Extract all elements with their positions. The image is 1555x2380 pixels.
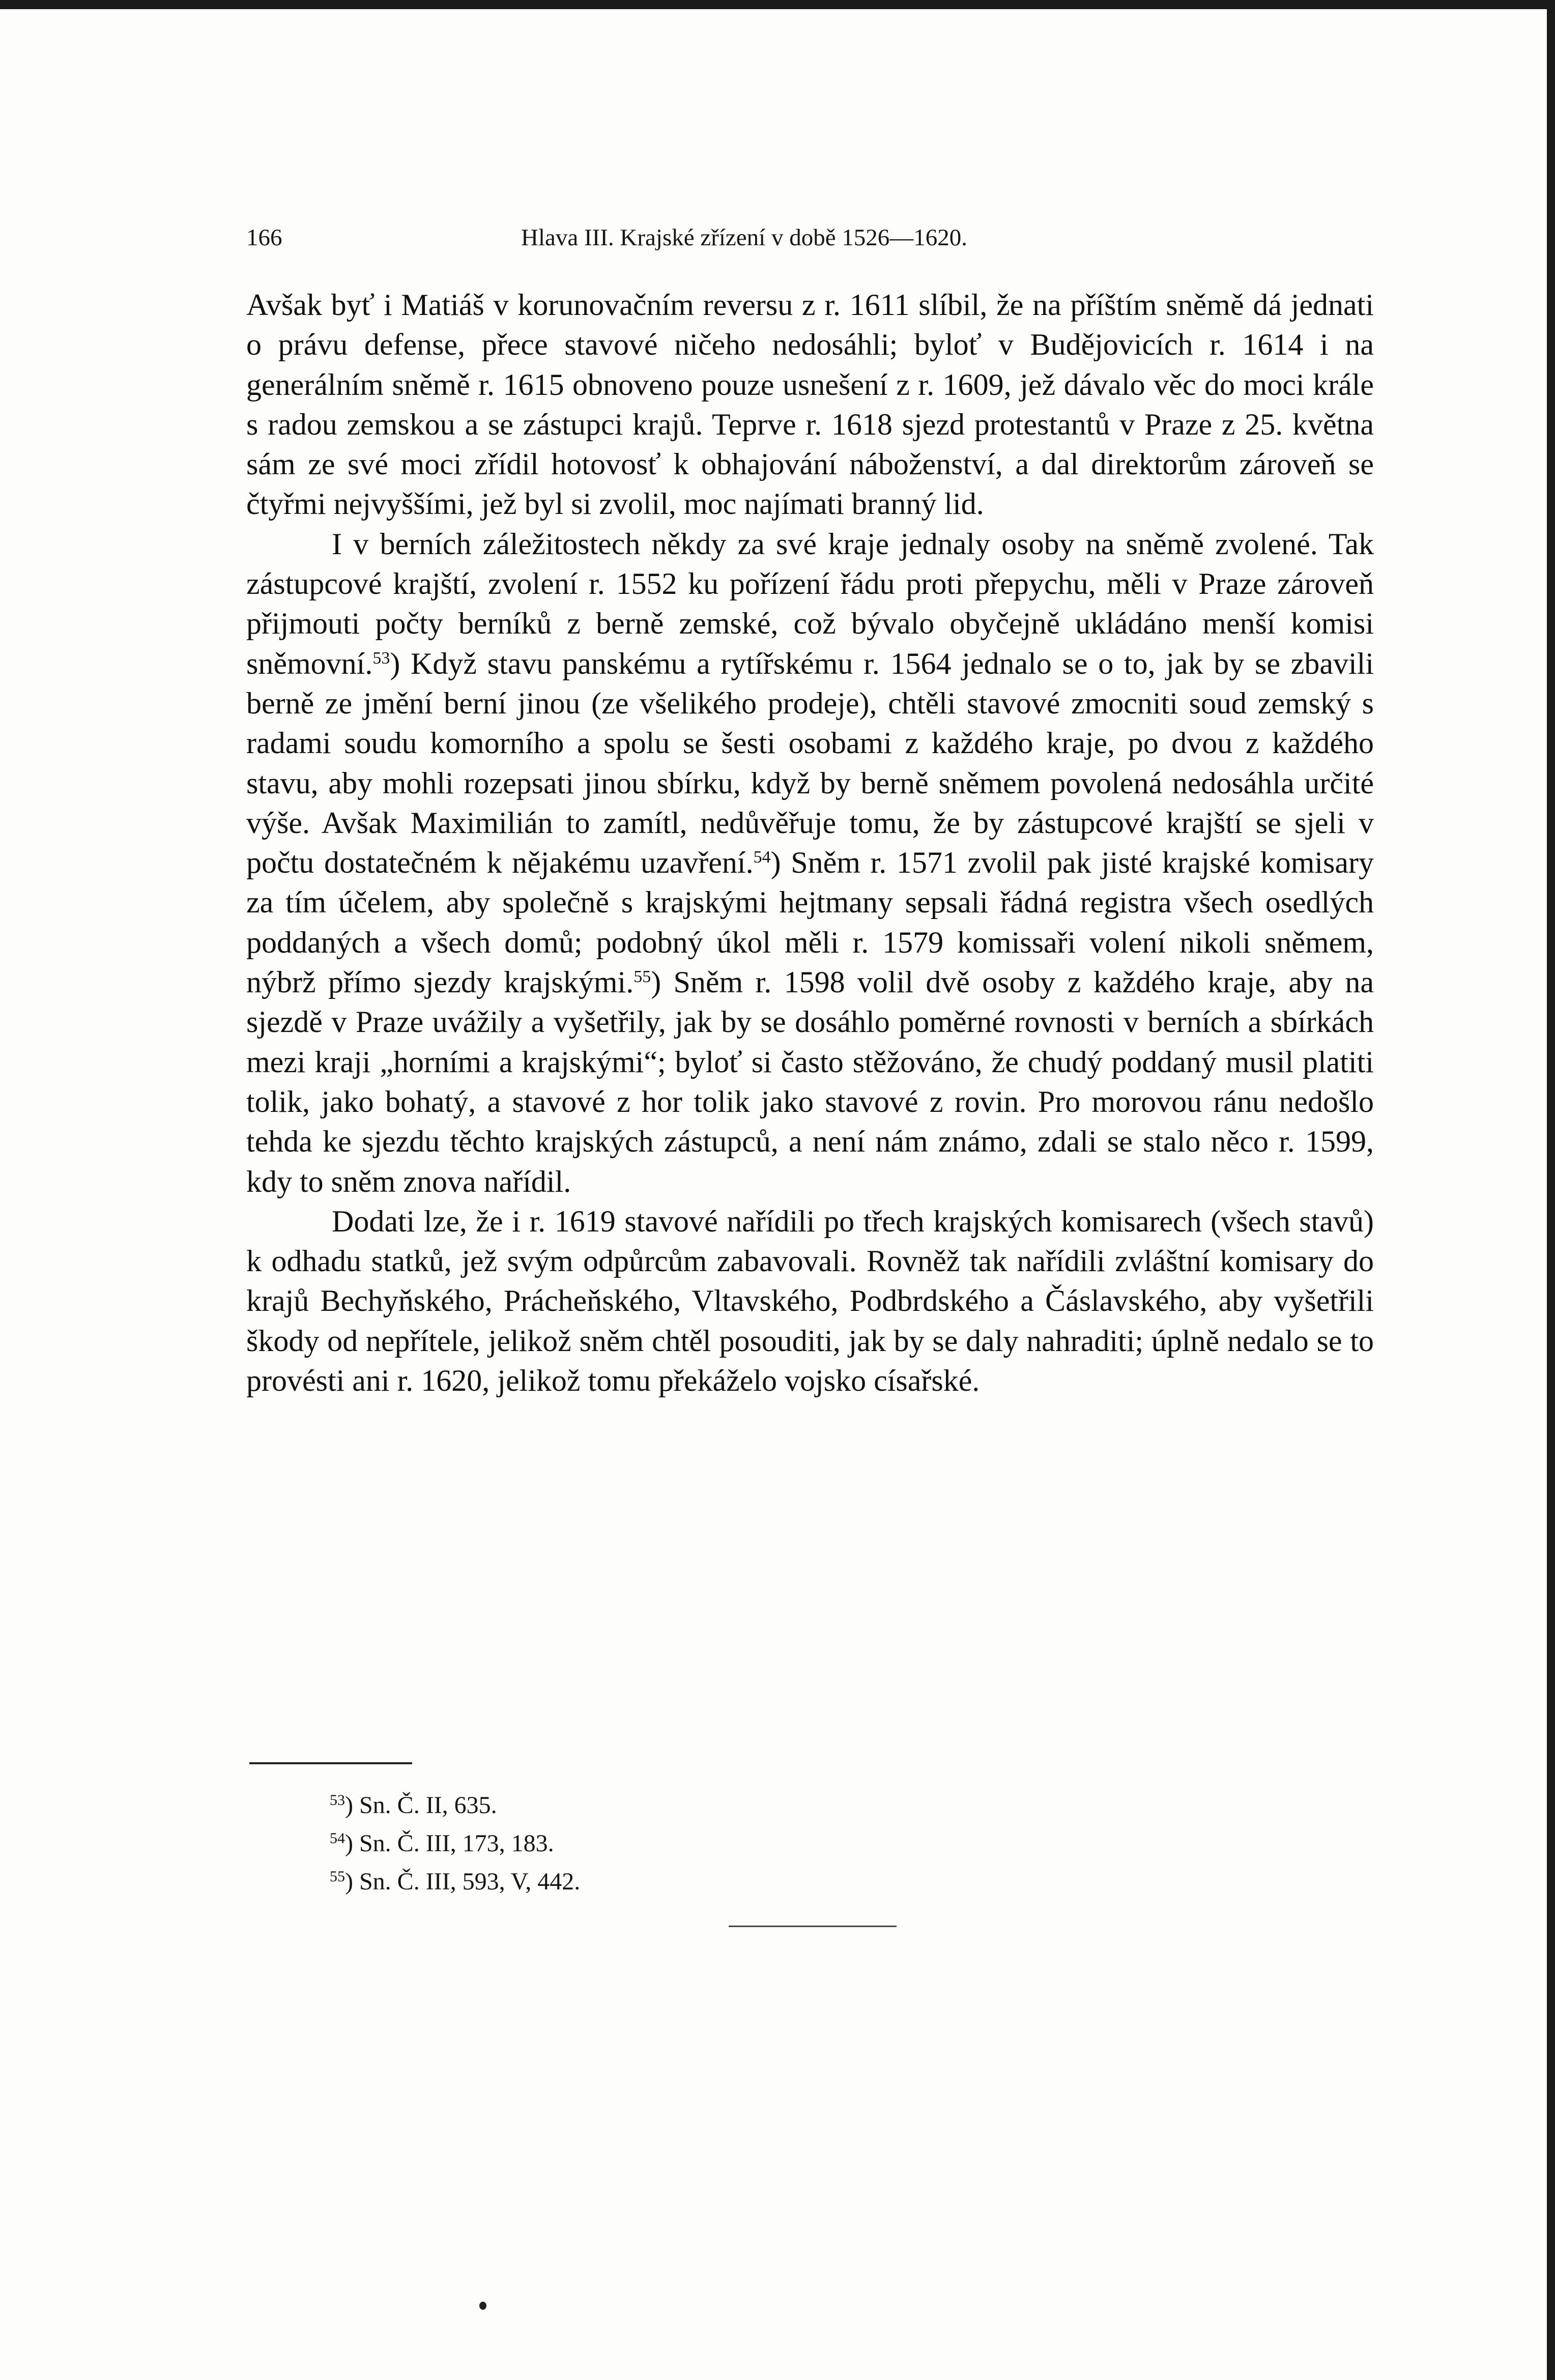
footnote-55	[330, 1862, 1042, 1901]
running-head	[246, 224, 1355, 254]
footnote-ref-53[interactable]: 53	[372, 648, 390, 668]
scan-border-right	[1547, 0, 1555, 2380]
chapter-title: Hlava III. Krajské zřízení v době 1526—1620.	[521, 224, 968, 251]
footnote-mark: 54	[330, 1830, 345, 1847]
scan-border-top	[0, 0, 1555, 9]
paragraph-1-text: Avšak byť i Matiáš v korunovačním reversu z r. 1611 slíbil, že na příštím sněmě dá jednati o právu defense, přece stavové ničeho nedosáhli; byloť v Budějovicích r. 1614 i na generálním sněmě r. 1615 obnoveno pouze usnešení z r. 1609, jež dávalo věc do moci krále s radou zemskou a se zástupci krajů. Teprve r. 1618 sjezd protestantů v Praze z 25. května sám ze své moci zřídil hotovosť k obhajování náboženství, a dal direktorům zároveň se čtyřmi nejvyššími, jež byl si zvolil, moc najímati branný lid.	[246, 288, 1374, 521]
paragraph-3-text: Dodati lze, že i r. 1619 stavové nařídili po třech krajských komisarech (všech stavů) k odhadu statků, jež svým odpůrcům zabavovali. Rovněž tak nařídili zvláštní komisary do krajů Bechyňského, Prácheňského, Vltavského, Podbrdského a Čáslavského, aby vyšetřili škody od nepřítele, jelikož sněm chtěl posouditi, jak by se daly nahraditi; úplně nedalo se to provésti ani r. 1620, jelikož tomu překáželo vojsko císařské.	[246, 1204, 1374, 1398]
paragraph-2-text-a: I v berních záležitostech někdy za své kraje jednaly osoby na sněmě zvolené. Tak zástupcové krajští, zvolení r. 1552 ku pořízení řádu proti přepychu, měli v Praze zároveň přijmouti počty berníků z berně zemské, což bývalo obyčejně ukládáno menší komisi sněmovní.	[246, 527, 1374, 680]
footnote-mark: 55	[330, 1868, 345, 1885]
footnote-text: ) Sn. Č. II, 635.	[345, 1792, 497, 1819]
paragraph-2-text-b: ) Když stavu panskému a rytířskému r. 1564 jednalo se o to, jak by se zbavili berně ze jmění berní jinou (ze všelikého prodeje), chtěli stavové zmocniti soud zemský s radami soudu komorního a spolu se šesti osobami z každého kraje, po dvou z každého stavu, aby mohli rozepsati jinou sbírku, když by berně sněmem povolená nedosáhla určité výše. Avšak Maximilián to zamítl, nedůvěřuje tomu, že by zástupcové krajští se sjeli v počtu dostatečném k nějakému uzavření.	[246, 646, 1374, 880]
footnote-separator	[249, 1762, 412, 1764]
footnote-53	[330, 1786, 1042, 1824]
paragraph-2-text-c: ) Sněm r. 1571 zvolil pak jisté krajské komisary za tím účelem, aby společně s krajskými hejtmany sepsali řádná registra všech osedlých poddaných a všech domů; podobný úkol měli r. 1579 komissaři volení nikoli sněmem, nýbrž přímo sjezdy krajskými.	[246, 846, 1374, 999]
paragraph-2-text-d: ) Sněm r. 1598 volil dvě osoby z každého kraje, aby na sjezdě v Praze uvážily a vyšetřily, jak by se dosáhlo poměrné rovnosti v berních a sbírkách mezi kraji „horními a krajskými“; byloť si často stěžováno, že chudý poddaný musil platiti tolik, jako bohatý, a stavové z hor tolik jako stavové z rovin. Pro morovou ránu nedošlo tehda ke sjezdu těchto krajských zástupců, a není nám známo, zdali se stalo něco r. 1599, kdy to sněm znova nařídil.	[246, 965, 1374, 1198]
footnote-ref-55[interactable]: 55	[633, 967, 651, 987]
page-number: 166	[246, 224, 282, 251]
chapter-end-rule	[729, 1926, 897, 1927]
paragraph-1	[246, 285, 1374, 524]
body-text	[246, 285, 1374, 1400]
footnotes	[330, 1786, 1042, 1901]
ink-blot	[479, 2302, 486, 2310]
footnote-ref-54[interactable]: 54	[753, 848, 771, 867]
footnote-mark: 53	[330, 1792, 345, 1809]
footnote-54	[330, 1824, 1042, 1862]
footnote-text: ) Sn. Č. III, 593, V, 442.	[345, 1868, 581, 1895]
paragraph-2	[246, 524, 1374, 1201]
paragraph-3	[246, 1201, 1374, 1400]
footnote-text: ) Sn. Č. III, 173, 183.	[345, 1830, 554, 1857]
